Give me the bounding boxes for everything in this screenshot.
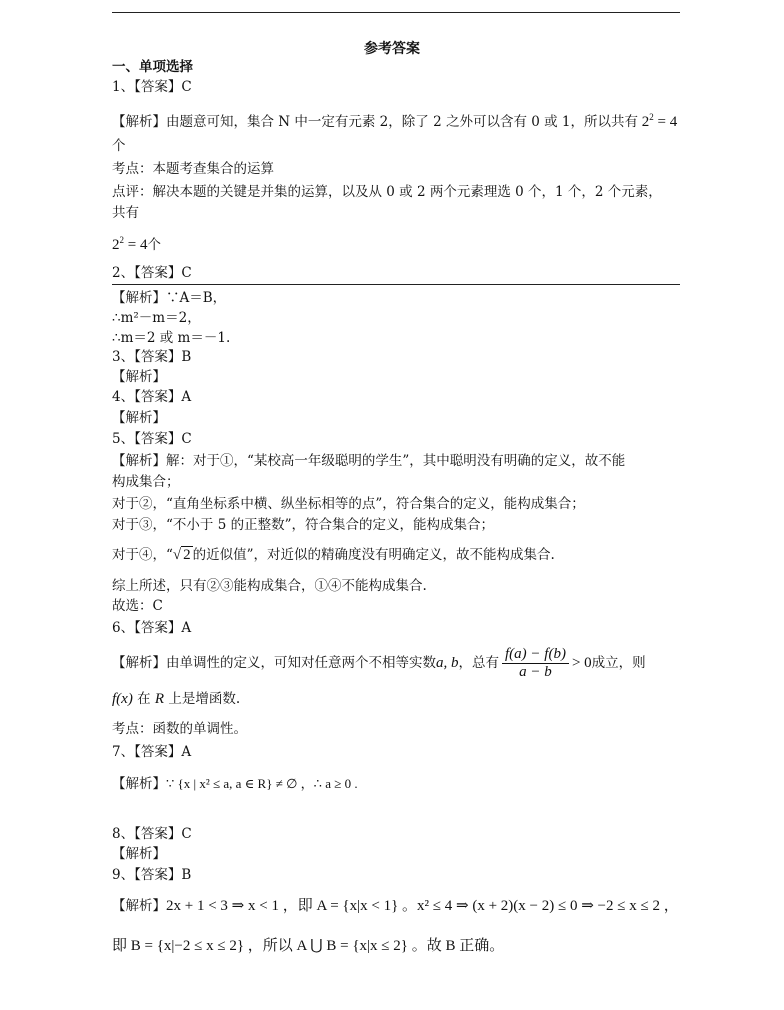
q5-line-1: 【解析】解：对于①，“某校高一年级聪明的学生”，其中聪明没有明确的定义，故不能 (112, 453, 626, 469)
q1-power: $2^2 = 4$ (641, 112, 678, 130)
q6-kaodian: 考点：函数的单调性。 (112, 721, 247, 737)
q1-answer: 1、【答案】C (112, 79, 192, 95)
q5-line-2: 构成集合； (112, 474, 180, 490)
q1-kaodian: 考点：本题考查集合的运算 (112, 161, 274, 177)
q4-analysis: 【解析】 (112, 410, 166, 426)
q3-analysis: 【解析】 (112, 369, 166, 385)
q3-answer: 3、【答案】B (112, 349, 192, 365)
q5-line-3: 对于②，“直角坐标系中横、纵坐标相等的点”，符合集合的定义，能构成集合； (112, 496, 585, 512)
q9-line-2: 即 B = {x|−2 ≤ x ≤ 2} ，所以 A ⋃ B = {x|x ≤ 2} 。故 B 正确。 (112, 938, 505, 954)
q6-answer: 6、【答案】A (112, 620, 192, 636)
analysis-tag: 【解析】 (112, 114, 166, 130)
q5-answer: 5、【答案】C (112, 431, 192, 447)
q9-answer: 9、【答案】B (112, 867, 192, 883)
q8-answer: 8、【答案】C (112, 826, 192, 842)
q2-line-3: ∴m＝2 或 m＝－1. (112, 330, 231, 346)
q7-analysis: 【解析】∵ {x | x² ≤ a, a ∈ R} ≠ ∅ ，∴ a ≥ 0 . (112, 776, 358, 792)
q1-dianping-2: 共有 (112, 205, 139, 221)
q5-line-6: 综上所述，只有②③能构成集合，①④不能构成集合. (112, 578, 427, 594)
q1-analysis (112, 108, 677, 131)
q8-analysis: 【解析】 (112, 846, 166, 862)
q6-analysis-2: f(x) 在 R 上是增函数. (112, 691, 241, 707)
q5-line-7: 故选：C (112, 598, 163, 614)
q2-line-2: ∴m²－m＝2， (112, 310, 201, 326)
q5-line-5: 对于④，“√ 2 的近似值”，对近似的精确度没有明确定义，故不能构成集合. (112, 547, 555, 563)
q4-answer: 4、【答案】A (112, 389, 192, 405)
q1-dianping-3: $2^2 = 4$个 (112, 235, 161, 253)
q2-answer: 2、【答案】C (112, 265, 192, 281)
sqrt-two: √ 2 (172, 547, 191, 563)
q7-answer: 7、【答案】A (112, 744, 192, 760)
q6-analysis: 【解析】由单调性的定义，可知对任意两个不相等实数a, b，总有 $\frac{f(a) - f(b)}{a - b}$ > 0成立，则 (112, 646, 646, 680)
q1-unit: 个 (112, 138, 126, 154)
q2-rule (112, 284, 680, 285)
q1-analysis-text: 由题意可知，集合 N 中一定有元素 2，除了 2 之外可以含有 0 或 1，所以共有 (166, 114, 638, 130)
page-title: 参考答案 (364, 41, 420, 57)
q6-fraction: $\frac{f(a) - f(b)}{a - b}$ (502, 646, 569, 681)
q5-line-4: 对于③，“不小于 5 的正整数”，符合集合的定义，能构成集合； (112, 517, 494, 533)
q1-power-2: $2^2 = 4$ (112, 235, 148, 253)
q1-dianping-1: 点评：解决本题的关键是并集的运算，以及从 0 或 2 两个元素理选 0 个，1 个，2 个元素， (112, 184, 662, 200)
q9-line-1: 【解析】2x + 1 < 3 ⇒ x < 1 ，即 A = {x|x < 1} 。x² ≤ 4 ⇒ (x + 2)(x − 2) ≤ 0 ⇒ −2 ≤ x ≤ 2 ， (112, 898, 679, 914)
section-heading: 一、单项选择 (112, 59, 193, 75)
top-rule (112, 12, 680, 13)
q2-line-1: 【解析】∵A＝B， (112, 290, 227, 306)
